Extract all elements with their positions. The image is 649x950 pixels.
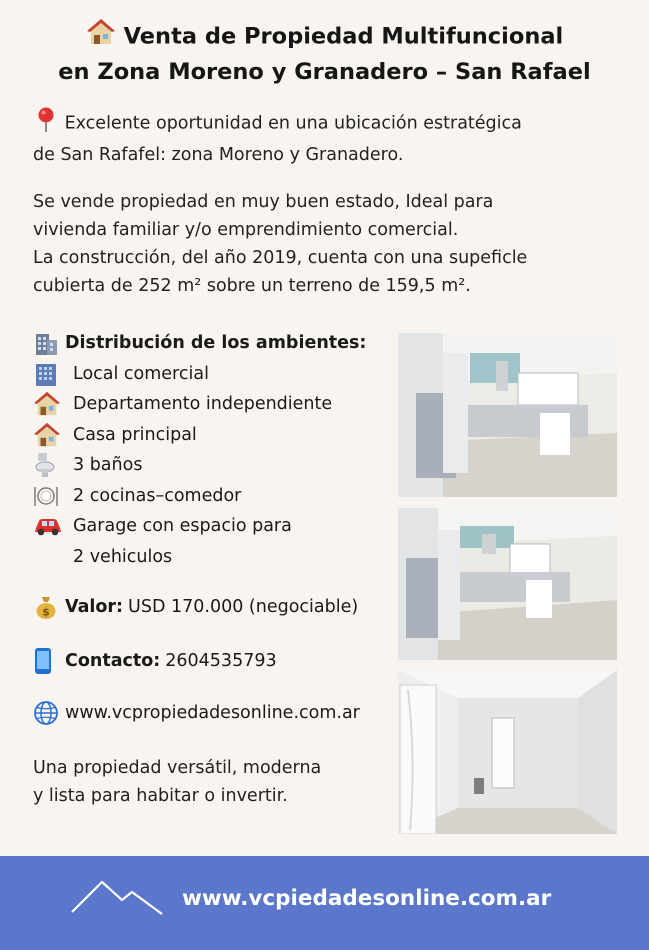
description-line-1: Se vende propiedad en muy buen estado, Ideal para [33,192,494,212]
phone-icon [33,647,65,675]
website-link[interactable]: www.vcpropiedadesonline.com.ar [65,703,360,723]
building-icon [33,330,65,356]
money-bag-icon [33,594,65,620]
list-item: Local comercial [33,359,366,390]
footer-url[interactable]: www.vcpiedadesonline.com.ar [182,886,552,911]
description-line-4: cubierta de 252 m² sobre un terreno de 159,5 m². [33,276,471,296]
living-room-photo [398,670,617,834]
building-icon [33,361,73,387]
closing-text [33,754,321,810]
description-line-3: La construcción, del año 2019, cuenta con una supeficle [33,248,528,268]
plate-icon [33,483,73,509]
distribution-heading: Distribución de los ambientes: [33,328,366,359]
closing-line-1: Una propiedad versátil, moderna [33,758,322,778]
car-icon [33,515,73,537]
list-item: 2 cocinas–comedor [33,481,366,512]
title-line-2: en Zona Moreno y Granadero – San Rafael [58,59,591,85]
svg-text:$: $ [42,605,50,619]
closing-line-2: y lista para habitar o invertir. [33,786,288,806]
distribution-list [33,328,366,572]
list-item: Departamento independiente [33,389,366,420]
toilet-icon [33,452,73,478]
contact-row: Contacto: 2604535793 [33,647,277,675]
mountain-logo-icon [70,876,166,920]
list-item-continuation: 2 vehiculos [73,546,173,567]
price-row: $ Valor: USD 170.000 (negociable) [33,594,358,620]
intro-text [33,106,522,169]
list-item: Garage con espacio para [33,511,366,542]
intro-line-2: de San Rafafel: zona Moreno y Granadero. [33,145,404,165]
website-row [33,700,360,726]
list-item: Casa principal [33,420,366,451]
contact-phone-link[interactable]: 2604535793 [165,651,277,671]
kitchen-photo-2 [398,508,617,660]
list-item: 3 baños [33,450,366,481]
footer-banner [0,856,649,950]
description-line-2: vivienda familiar y/o emprendimiento comercial. [33,220,459,240]
title-line-1: Venta de Propiedad Multifuncional [0,18,649,56]
page-title [0,18,649,89]
pin-icon [33,106,59,141]
kitchen-photo-1 [398,333,617,497]
house-icon [33,422,73,448]
description-text [33,188,527,300]
house-icon [33,391,73,417]
house-icon [86,18,116,56]
intro-line-1: Excelente oportunidad en una ubicación estratégica [33,106,522,141]
globe-icon [33,700,65,726]
